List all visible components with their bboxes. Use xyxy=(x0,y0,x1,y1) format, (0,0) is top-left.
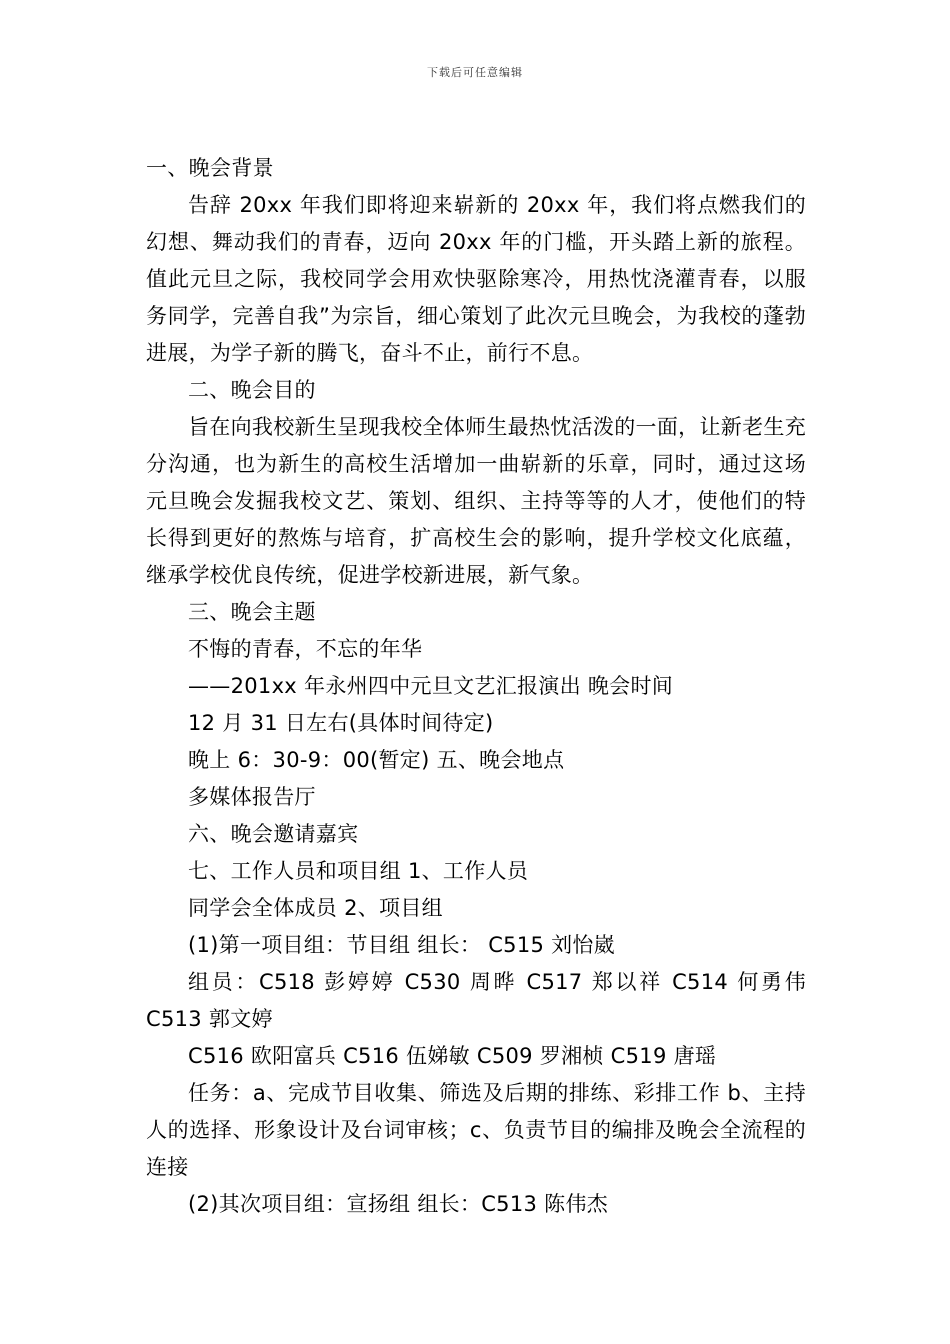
group1-leader: (1)第一项目组：节目组 组长： C515 刘怡崴 xyxy=(188,933,616,957)
staff-line: 同学会全体成员 2、项目组 xyxy=(188,896,443,920)
theme-line: 不悔的青春，不忘的年华 xyxy=(188,637,423,661)
paragraph-background: 告辞 20xx 年我们即将迎来崭新的 20xx 年，我们将点燃我们的幻想、舞动我们的青春，迈向 20xx 年的门槛，开头踏上新的旅程。值此元旦之际，我校同学会用欢快驱除寒冷，用热忱浇灌青春，以服务同学，完善自我”为宗旨，细心策划了此次元旦晚会，为我校的蓬勃进展，为学子新的腾飞，奋斗不止，前行不息。 xyxy=(146,193,806,365)
heading-theme: 三、晚会主题 xyxy=(188,600,316,624)
heading-purpose: 二、晚会目的 xyxy=(188,378,316,402)
group1-tasks: 任务：a、完成节目收集、筛选及后期的排练、彩排工作 b、主持人的选择、形象设计及台词审核；c、负责节目的编排及晚会全流程的连接 xyxy=(146,1081,806,1179)
document-body xyxy=(146,150,806,1223)
group1-members-cont: C516 欧阳富兵 C516 伍娣敏 C509 罗湘桢 C519 唐瑶 xyxy=(188,1044,717,1068)
page-header xyxy=(0,64,950,80)
venue-line: 多媒体报告厅 xyxy=(188,785,316,809)
group2-leader: (2)其次项目组：宣扬组 组长：C513 陈伟杰 xyxy=(188,1192,609,1216)
heading-guests: 六、晚会邀请嘉宾 xyxy=(188,822,359,846)
group1-members: 组员：C518 彭婷婷 C530 周晔 C517 郑以祥 C514 何勇伟 C513 郭文婷 xyxy=(146,970,806,1031)
heading-staff: 七、工作人员和项目组 1、工作人员 xyxy=(188,859,529,883)
paragraph-purpose: 旨在向我校新生呈现我校全体师生最热忱活泼的一面，让新老生充分沟通，也为新生的高校生活增加一曲崭新的乐章，同时，通过这场元旦晚会发掘我校文艺、策划、组织、主持等等的人才，使他们的特长得到更好的熬炼与培育，扩高校生会的影响，提升学校文化底蕴，继承学校优良传统，促进学校新进展，新气象。 xyxy=(146,415,806,587)
time-line: 晚上 6：30-9：00(暂定) 五、晚会地点 xyxy=(188,748,565,772)
heading-background: 一、晚会背景 xyxy=(146,156,274,180)
date-line: 12 月 31 日左右(具体时间待定) xyxy=(188,711,494,735)
theme-subtitle: ——201xx 年永州四中元旦文艺汇报演出 晚会时间 xyxy=(188,674,674,698)
header-text: 下载后可任意编辑 xyxy=(427,66,523,79)
